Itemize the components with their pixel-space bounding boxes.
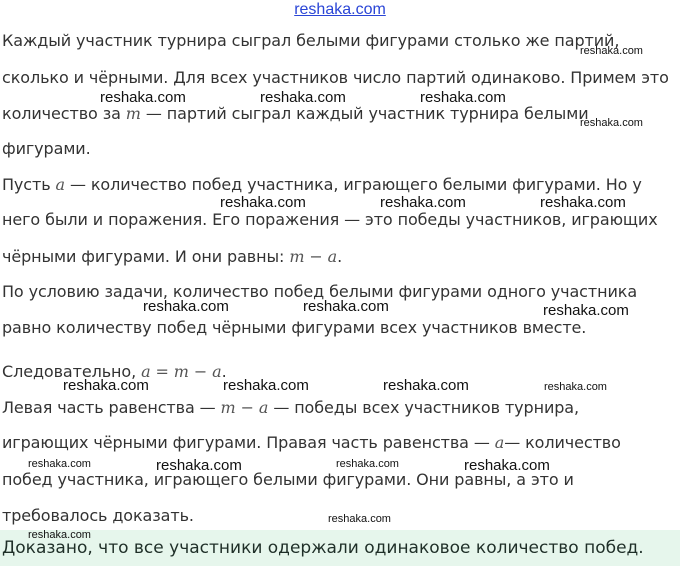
watermark: reshaka.com: [28, 529, 91, 541]
text-fragment: — партий сыграл каждый участник турнира белыми: [140, 104, 589, 123]
text-fragment: — победы всех участников турнира,: [268, 398, 579, 417]
text-fragment: — количество побед участника, играющего белыми фигурами. Но у: [65, 175, 642, 194]
watermark: reshaka.com: [303, 298, 389, 315]
math-expression: m − a: [289, 247, 338, 266]
text-fragment: играющих чёрными фигурами. Правая часть равенства —: [2, 433, 495, 452]
text-fragment: .: [337, 247, 343, 266]
text-fragment: чёрными фигурами. И они равны:: [2, 247, 290, 266]
watermark: reshaka.com: [464, 457, 550, 474]
watermark: reshaka.com: [328, 513, 391, 525]
watermark: reshaka.com: [336, 458, 399, 470]
watermark: reshaka.com: [380, 194, 466, 211]
answer-text: Доказано, что все участники одержали одинаковое количество побед.: [2, 538, 644, 558]
text-line-11: [2, 398, 579, 418]
text-line-8: По условию задачи, количество побед белыми фигурами одного участника: [2, 282, 638, 301]
text-line-9: равно количеству побед чёрными фигурами всех участников вместе.: [2, 318, 587, 337]
watermark: reshaka.com: [260, 89, 346, 106]
watermark: reshaka.com: [156, 457, 242, 474]
text-fragment: количество за: [2, 104, 126, 123]
watermark: reshaka.com: [540, 194, 626, 211]
watermark: reshaka.com: [28, 458, 91, 470]
text-line-4: фигурами.: [2, 139, 91, 158]
text-line-7: [2, 247, 342, 267]
math-var-a: a: [55, 175, 65, 194]
watermark: reshaka.com: [544, 381, 607, 393]
text-line-13: побед участника, играющего белыми фигурами. Они равны, а это и: [2, 470, 574, 489]
text-fragment: Следовательно,: [2, 362, 142, 381]
math-var-a: a: [494, 433, 505, 452]
math-expression: a = m − a: [141, 362, 222, 381]
text-fragment: Пусть: [2, 175, 56, 194]
site-header-link[interactable]: reshaka.com: [294, 1, 386, 18]
watermark: reshaka.com: [580, 117, 643, 129]
text-line-14: требовалось доказать.: [2, 506, 194, 525]
text-line-3: [2, 104, 589, 124]
watermark: reshaka.com: [220, 194, 306, 211]
text-line-6: него были и поражения. Его поражения — это победы участников, играющих: [2, 210, 658, 229]
answer-box: [0, 530, 680, 566]
watermark: reshaka.com: [223, 377, 309, 394]
text-line-12: [2, 433, 621, 453]
math-expression: m − a: [220, 398, 269, 417]
text-line-5: [2, 175, 642, 195]
watermark: reshaka.com: [543, 302, 629, 319]
watermark: reshaka.com: [100, 89, 186, 106]
watermark: reshaka.com: [143, 298, 229, 315]
watermark: reshaka.com: [63, 377, 149, 394]
text-fragment: — количество: [504, 433, 621, 452]
math-var-m: m: [125, 104, 141, 123]
text-fragment: .: [221, 362, 227, 381]
text-fragment: Левая часть равенства —: [2, 398, 221, 417]
watermark: reshaka.com: [420, 89, 506, 106]
text-line-2: сколько и чёрными. Для всех участников число партий одинаково. Примем это: [2, 68, 669, 87]
text-line-1: Каждый участник турнира сыграл белыми фигурами столько же партий,: [2, 31, 620, 50]
watermark: reshaka.com: [580, 45, 643, 57]
watermark: reshaka.com: [383, 377, 469, 394]
